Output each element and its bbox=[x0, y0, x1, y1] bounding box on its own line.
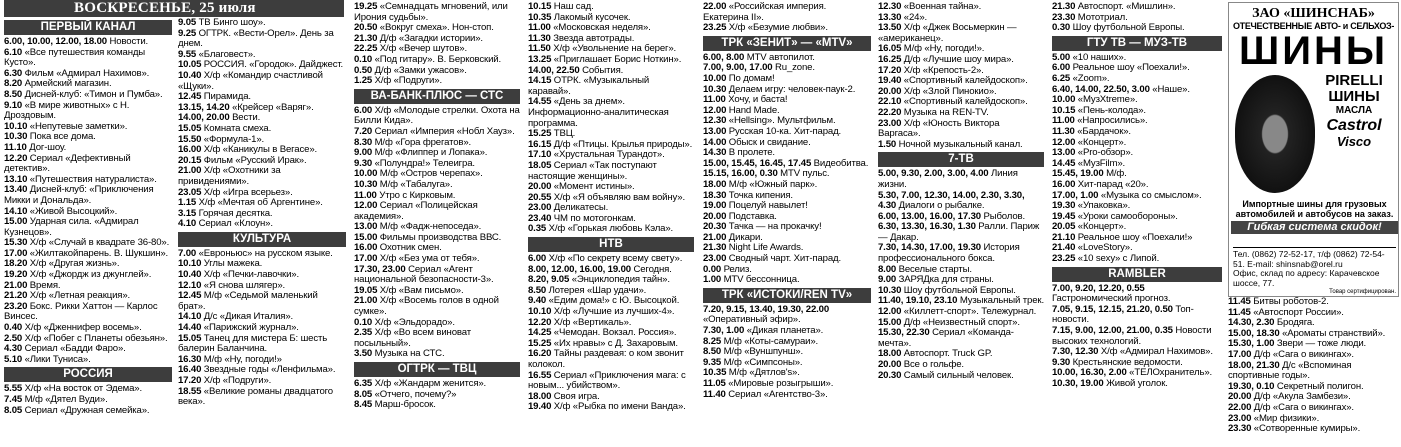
brand-pirelli-sub: ШИНЫ bbox=[1328, 88, 1380, 105]
program-line: 8.05 Сериал «Дружная семейка». bbox=[4, 404, 150, 416]
column-2 bbox=[354, 2, 520, 447]
day-header bbox=[4, 0, 344, 17]
tire-icon bbox=[1235, 75, 1315, 193]
channel-title: ТРК «ЗЕНИТ» — «MTV» bbox=[703, 36, 871, 51]
program-line: 13.00 М/ф «Фадж-непоседа». bbox=[354, 221, 482, 233]
program-line: 20.30 Тачка — на прокачку! bbox=[703, 221, 822, 233]
program-line: 15.05 Комната смеха. bbox=[178, 122, 272, 134]
program-line: 9.05 ТВ Бинго шоу». bbox=[178, 18, 266, 28]
program-line: 8.45 Марш-бросок. bbox=[354, 399, 436, 411]
column-1 bbox=[178, 18, 346, 447]
program-line: 0.50 Д/ф «Замки ужасов». bbox=[354, 64, 467, 76]
program-line: 7.00, 9.00, 17.00 Ru_zone. bbox=[703, 62, 815, 74]
brand-visco: Visco bbox=[1336, 134, 1372, 149]
program-line: 0.00 Релиз. bbox=[703, 263, 752, 275]
program-line: 1.25 Х/ф «Подруги». bbox=[354, 75, 442, 87]
program-line: 0.10 «Под гитару». В. Берковский. bbox=[354, 53, 501, 65]
program-line: 23.00 Деликатесы. bbox=[528, 202, 609, 214]
program-line: 20.00 Д/ф «Акула Замбези». bbox=[1228, 391, 1351, 403]
program-line: 17.10 «Хрустальная Турандот». bbox=[528, 149, 665, 161]
program-line: 11.30 «Бардачок». bbox=[1052, 125, 1131, 137]
program-line: 17.00 Д/ф «Сага о викингах». bbox=[1228, 348, 1354, 360]
program-line: 16.25 Д/ф «Лучшие шоу мира». bbox=[878, 53, 1014, 65]
program-line: 5.00, 9.30, 2.00, 3.00, 4.00 Линия жизни. bbox=[878, 168, 1018, 190]
channel-title: РОССИЯ bbox=[4, 367, 172, 382]
program-line: 19.40 «Спортивный калейдоскоп». bbox=[878, 75, 1028, 87]
program-line: 12.00 «Концерт». bbox=[1052, 136, 1127, 148]
program-line: 6.00 Х/ф «Молодые стрелки. Охота на Билли Кида». bbox=[354, 104, 520, 127]
brand-castrol: Castrol bbox=[1326, 117, 1382, 134]
program-line: 19.45 «Уроки самообороны». bbox=[1052, 210, 1178, 222]
program-line: 18.00 Автоспорт. Truck GP. bbox=[878, 348, 993, 360]
program-line: 10.30, 19.00 Живой уголок. bbox=[1052, 378, 1168, 389]
program-line: 20.00 Х/ф «Злой Пинокио». bbox=[878, 85, 997, 97]
program-line: 14.00, 20.00 Вести. bbox=[178, 112, 261, 124]
program-line: 6.10 «Все путешествия команды Кусто». bbox=[4, 46, 146, 69]
program-line: 10.30 Шоу футбольной Европы. bbox=[878, 284, 1016, 296]
program-line: 6.00, 8.00 MTV автопилот. bbox=[703, 51, 815, 63]
program-line: 23.30 «Сотворенные кумиры». bbox=[1228, 423, 1361, 435]
program-line: 6.00, 10.00, 12.00, 18.00 Новости. bbox=[4, 36, 149, 47]
program-line: 21.40 «LoveStory». bbox=[1052, 242, 1133, 254]
program-line: 12.30 «Военная тайна». bbox=[878, 2, 982, 12]
program-line: 16.55 Сериал «Приключения мага: с новым... убийством». bbox=[528, 369, 686, 392]
channel-title: ГТУ ТВ — МУЗ-ТВ bbox=[1052, 36, 1222, 51]
program-line: 9.35 М/ф «Симпсоны». bbox=[703, 356, 803, 368]
program-line: 14.25 «Чемодан. Вокзал. Россия». bbox=[528, 327, 677, 339]
program-line: 6.30 Фильм «Адмирал Нахимов». bbox=[4, 67, 150, 79]
program-line: 19.30, 0.10 Секретный полигон. bbox=[1228, 380, 1364, 392]
program-line: 13.40 Дисней-клуб: «Приключения Микки и Дональда». bbox=[4, 184, 154, 206]
program-line: 21.30 Автоспорт. «Мишлин». bbox=[1052, 2, 1176, 12]
program-line: 19.40 Х/ф «Рыбка по имени Ванда». bbox=[528, 401, 686, 413]
program-line: 23.30 Мототриал. bbox=[1052, 11, 1128, 23]
ad-contact bbox=[1233, 247, 1396, 297]
column-7 bbox=[1228, 297, 1399, 445]
program-line: 14.00, 22.50 События. bbox=[528, 64, 624, 76]
program-line: 8.50 Дисней-клуб: «Тимон и Пумба». bbox=[4, 88, 163, 100]
ad-slogan: Гибкая система скидок! bbox=[1231, 221, 1398, 234]
program-line: 19.20 Х/ф «Джордж из джунглей». bbox=[4, 269, 152, 281]
program-line: 15.25 ТВЦ. bbox=[528, 128, 576, 140]
program-line: 13.50 Х/ф «Джек Восьмеркин — «американец». bbox=[878, 22, 1017, 44]
program-line: 18.55 «Великие романы двадцатого века». bbox=[178, 385, 333, 408]
program-line: 20.30 Самый сильный человек. bbox=[878, 369, 1014, 381]
program-line: 10.40 Х/ф «Командир счастливой «Щуки». bbox=[178, 69, 323, 92]
program-line: 15.15, 16.00, 0.30 MTV пульс. bbox=[703, 168, 830, 180]
program-line: 9.30 Крестьянские ведомости. bbox=[1052, 356, 1183, 368]
program-line: 16.40 Звездные годы «Ленфильма». bbox=[178, 364, 336, 376]
program-line: 15.45, 19.00 М/ф. bbox=[1052, 168, 1127, 180]
program-line: 16.15 Д/ф «Птицы. Крылья природы». bbox=[528, 138, 693, 150]
program-line: 13.00 «Pro-обзор». bbox=[1052, 147, 1134, 159]
program-line: 14.15 ОТРК. «Музыкальный каравай». bbox=[528, 75, 650, 97]
program-line: 1.15 Х/ф «Мечтая об Аргентине». bbox=[178, 197, 323, 209]
program-line: 10.35 Лакомый кусочек. bbox=[528, 11, 631, 23]
program-line: 7.30, 14.30, 17.00, 19.30 История профессионального бокса. bbox=[878, 242, 1020, 265]
program-line: 15.00 Д/ф «Неизвестный спорт». bbox=[878, 316, 1020, 328]
program-line: 6.25 «Zoom». bbox=[1052, 72, 1110, 84]
program-line: 23.40 ЧМ по мотогонкам. bbox=[528, 212, 636, 224]
column-4 bbox=[703, 2, 871, 447]
program-line: 11.45 Битвы роботов-2. bbox=[1228, 297, 1329, 307]
program-line: 18.05 Сериал «Так поступают настоящие женщины». bbox=[528, 159, 657, 182]
program-line: 19.05 Х/ф «Вам письмо». bbox=[354, 284, 464, 296]
program-line: 21.00 Дикари. bbox=[703, 231, 763, 243]
program-line: 6.00, 13.00, 16.00, 17.30 Рыболов. bbox=[878, 210, 1025, 222]
program-line: 14.55 «День за днем». Информационно-аналитическая программа. bbox=[528, 96, 669, 129]
program-line: 7.20 Сериал «Империя «Нобл Хауз». bbox=[354, 125, 515, 137]
program-line: 12.45 М/ф «Седьмой маленький брат». bbox=[178, 290, 318, 312]
ad-text: Импортные шины для грузовых автомобилей и автобусов на заказ. bbox=[1235, 199, 1394, 219]
program-line: 17.30, 23.00 Сериал «Агент национальной безопасности-3». bbox=[354, 263, 494, 286]
program-line: 11.00 «Напросились». bbox=[1052, 115, 1148, 127]
program-line: 5.30, 7.00, 12.30, 14.00, 2.30, 3.30, 4.30 Диалоги о рыбалке. bbox=[878, 189, 1025, 212]
program-line: 19.00 Поцелуй навылет! bbox=[703, 200, 808, 212]
program-line: 5.55 Х/ф «На восток от Эдема». bbox=[4, 383, 142, 395]
program-line: 16.05 М/ф «Ну, погоди!». bbox=[878, 43, 985, 55]
program-line: 11.45 «Автоспорт России». bbox=[1228, 306, 1344, 318]
shinsnab-ad bbox=[1228, 2, 1399, 297]
program-line: 16.00 Охотник смен. bbox=[354, 242, 442, 254]
program-line: 10.00 По домам! bbox=[703, 72, 775, 84]
program-line: 20.05 «Концерт». bbox=[1052, 221, 1127, 233]
channel-title: ОГТРК — ТВЦ bbox=[354, 362, 520, 377]
column-3 bbox=[528, 2, 694, 447]
program-line: 10.00 «МузXtreme». bbox=[1052, 94, 1138, 106]
ad-company: ЗАО «ШИНСНАБ» bbox=[1252, 6, 1375, 21]
program-line: 17.00 «Жилтакойпарень. В. Шукшин». bbox=[4, 247, 169, 259]
program-line: 23.00 «Мир физики». bbox=[1228, 412, 1320, 424]
program-line: 2.35 Х/ф «Во всем виноват посыльный». bbox=[354, 327, 471, 349]
program-line: 14.45 «МузFilm». bbox=[1052, 157, 1126, 169]
program-line: 6.00 Х/ф «По секрету всему свету». bbox=[528, 253, 683, 265]
program-line: 18.00 Своя игра. bbox=[528, 390, 600, 402]
program-line: 20.00 Все о гольфе. bbox=[878, 359, 964, 370]
program-line: 11.05 «Мировые розыгрыши». bbox=[703, 378, 834, 389]
program-line: 8.50 М/ф «Вуншпунш». bbox=[703, 346, 803, 358]
program-line: 9.00 ЗАРЯДка для страны. bbox=[878, 274, 994, 286]
program-line: 19.30 «Упаковка». bbox=[1052, 200, 1131, 212]
program-line: 3.15 Горячая десятка. bbox=[178, 207, 273, 219]
program-line: 20.15 Фильм «Русский Ирак». bbox=[178, 154, 307, 166]
program-line: 10.15 «Пень-колода». bbox=[1052, 104, 1146, 116]
program-line: 8.25 М/ф «Коты-самураи». bbox=[703, 335, 819, 347]
program-line: 5.10 «Лики Туниса». bbox=[4, 353, 91, 365]
program-line: 15.00, 15.45, 16.45, 17.45 Видеобитва. bbox=[703, 157, 869, 169]
program-line: 22.25 Х/ф «Вечер шутов». bbox=[354, 43, 468, 55]
program-line: 8.50 Лотерея «Шар удачи». bbox=[528, 284, 647, 296]
program-line: 13.10 «Путешествия натуралиста». bbox=[4, 173, 157, 185]
program-line: 14.40 «Парижский журнал». bbox=[178, 322, 299, 334]
channel-title: 7-ТВ bbox=[878, 152, 1044, 167]
program-line: 8.05 «Отчего, почему?» bbox=[354, 388, 457, 400]
program-line: 21.10 Реальное шоу «Поехали!» bbox=[1052, 231, 1193, 243]
program-line: 12.45 Пирамида. bbox=[178, 91, 251, 103]
ad-subtitle: ОТЕЧЕСТВЕННЫЕ АВТО- и СЕЛЬХОЗ- bbox=[1232, 21, 1395, 31]
program-line: 17.20 Х/ф «Крепость-2». bbox=[878, 64, 984, 76]
program-line: 6.40, 14.00, 22.50, 3.00 «Наше». bbox=[1052, 83, 1190, 95]
program-line: 11.50 Х/ф «Увольнение на берег». bbox=[528, 43, 677, 55]
column-5 bbox=[878, 2, 1044, 447]
program-line: 11.40 Сериал «Агентство-3». bbox=[703, 388, 828, 400]
day-title: ВОСКРЕСЕНЬЕ, 25 июля bbox=[74, 0, 256, 16]
program-line: 14.10 «Живой Высоцкий». bbox=[4, 205, 118, 217]
ad-phone: Тел. (0862) 72-52-17, т/ф (0862) 72-54-51. E-mail: shinsnab@orel.ru bbox=[1233, 249, 1385, 269]
program-line: 16.20 Тайны раздевая: о ком звонит колокол. bbox=[528, 348, 684, 370]
program-line: 23.25 «10 sexy» с Липой. bbox=[1052, 253, 1160, 265]
program-line: 23.20 Бокс. Рикки Хаттон — Карлос Винсес. bbox=[4, 300, 158, 323]
program-line: 20.00 «Момент истины». bbox=[528, 181, 635, 193]
program-line: 15.05 Танец для мистера Б: шесть балерин Баланчина. bbox=[178, 332, 328, 355]
program-line: 8.20 Армейский магазин. bbox=[4, 78, 112, 90]
program-line: 15.00 Ударная сила. «Адмирал Кузнецов». bbox=[4, 216, 139, 238]
program-line: 1.50 Ночной музыкальный канал. bbox=[878, 138, 1023, 150]
program-line: 10.10 «Непутевые заметки». bbox=[4, 120, 128, 132]
program-line: 14.30 В пролете. bbox=[703, 147, 775, 159]
program-line: 12.00 Сериал «Полицейская академия». bbox=[354, 200, 478, 222]
ad-brands bbox=[1311, 73, 1397, 149]
program-line: 10.30 Делаем игру: человек-паук-2. bbox=[703, 83, 856, 95]
program-line: 23.05 Х/ф «Игра всерьез». bbox=[178, 186, 293, 198]
program-line: 15.25 «Их нравы» с Д. Захаровым. bbox=[528, 337, 678, 349]
program-line: 10.30 Пока все дома. bbox=[4, 131, 96, 143]
program-line: 12.20 Х/ф «Вертикаль». bbox=[528, 316, 632, 328]
program-line: 14.00 Обыск и свидание. bbox=[703, 136, 811, 148]
channel-title: ТРК «ИСТОКИ/REN TV» bbox=[703, 288, 871, 303]
program-line: 10.00, 16.30, 2.00 «ТЕЛОхранитель». bbox=[1052, 367, 1213, 379]
program-line: 23.00 Х/ф «Юность Виктора Варгаса». bbox=[878, 117, 1000, 140]
program-line: 11.40, 19.10, 23.10 Музыкальный трек. bbox=[878, 295, 1044, 307]
program-line: 14.10 Д/с «Дикая Италия». bbox=[178, 311, 294, 323]
program-line: 7.20, 9.15, 13.40, 19.30, 22.00 «Оперативный эфир». bbox=[703, 303, 830, 326]
program-line: 12.30 «Hellsing». Мультфильм. bbox=[703, 115, 836, 127]
program-line: 10.35 М/ф «Дятлов's». bbox=[703, 367, 800, 379]
program-line: 9.25 ОГТРК. «Вести-Орел». День за днем. bbox=[178, 27, 334, 50]
program-line: 19.25 «Семнадцать мгновений, или Ирония судьбы». bbox=[354, 2, 508, 23]
program-line: 21.00 Х/ф «Охотники за привидениями». bbox=[178, 165, 281, 187]
program-line: 12.10 «Я снова шлягер». bbox=[178, 279, 286, 291]
channel-title: ВА-БАНК-ПЛЮС — СТС bbox=[354, 89, 520, 104]
program-line: 6.35 Х/ф «Жандарм женится». bbox=[354, 378, 487, 389]
program-line: 0.30 Шоу футбольной Европы. bbox=[1052, 22, 1185, 34]
program-line: 21.00 Время. bbox=[4, 279, 61, 291]
program-line: 18.00, 21.30 Д/с «Вспоминая спортивные годы». bbox=[1228, 359, 1352, 382]
program-line: 4.30 Сериал «Бадди Фаро». bbox=[4, 343, 126, 355]
program-line: 14.30, 2.30 Бродяга. bbox=[1228, 317, 1315, 329]
program-line: 8.30 М/ф «Гора фрегатов». bbox=[354, 136, 472, 148]
program-line: 13.00 Русская 10-ка. Хит-парад. bbox=[703, 125, 842, 137]
channel-title: КУЛЬТУРА bbox=[178, 232, 346, 247]
program-line: 21.00 Х/ф «Восемь голов в одной сумке». bbox=[354, 295, 499, 318]
program-line: 9.55 «Благовест». bbox=[178, 48, 256, 60]
program-line: 9.30 «Полундра!» Телеигра. bbox=[354, 157, 475, 169]
ad-headline: ШИНЫ bbox=[1239, 29, 1388, 73]
program-line: 22.00 «Российская империя. Екатерина II». bbox=[703, 2, 827, 23]
ad-address: Офис, склад по адресу: Карачевское шоссе, 77. bbox=[1233, 268, 1380, 288]
program-line: 0.35 Х/ф «Горькая любовь Кэла». bbox=[528, 223, 674, 235]
program-line: 11.30 Звезда автотрады. bbox=[528, 32, 635, 44]
program-line: 22.00 Д/ф «Сага о викингах». bbox=[1228, 401, 1354, 413]
program-line: 20.00 Подставка. bbox=[703, 210, 777, 222]
program-line: 21.20 Х/ф «Летная реакция». bbox=[4, 290, 131, 302]
program-line: 21.30 Д/ф «Загадки истории». bbox=[354, 32, 483, 44]
program-line: 0.10 Х/ф «Эльдорадо». bbox=[354, 316, 455, 328]
program-line: 8.20, 9.05 «Энциклопедия тайн». bbox=[528, 274, 670, 286]
program-line: 16.00 Х/ф «Каникулы в Вегасе». bbox=[178, 144, 318, 156]
program-line: 8.00, 12.00, 16.00, 19.00 Сегодня. bbox=[528, 263, 672, 275]
program-line: 18.00 М/ф «Южный парк». bbox=[703, 178, 818, 190]
column-0 bbox=[4, 18, 172, 447]
program-line: 12.00 Hand Made. bbox=[703, 104, 780, 116]
program-line: 18.20 Х/ф «Другая жизнь». bbox=[4, 258, 120, 270]
program-line: 9.00 М/ф «Флиппер и Лопака». bbox=[354, 147, 488, 159]
column-6 bbox=[1052, 2, 1222, 447]
brand-oils: МАСЛА bbox=[1335, 105, 1373, 116]
program-line: 7.00 «Евроньюс» на русском языке. bbox=[178, 247, 333, 259]
program-line: 15.30, 22.30 Сериал «Команда-мечта». bbox=[878, 327, 1014, 349]
program-line: 11.00 Хочу, и баста! bbox=[703, 94, 788, 106]
ad-license: Товар сертифицирован. bbox=[1329, 289, 1396, 295]
program-line: 6.30, 13.30, 16.30, 1.30 Ралли. Париж — Дакар. bbox=[878, 221, 1040, 243]
program-line: 1.00 MTV бессонница. bbox=[703, 274, 800, 286]
program-line: 10.40 Х/ф «Печки-лавочки». bbox=[178, 269, 300, 281]
program-line: 15.50 «Формула-1». bbox=[178, 133, 265, 145]
program-line: 9.10 «В мире животных» с Н. Дроздовым. bbox=[4, 99, 130, 122]
program-line: 15.30, 1.00 Звери — тоже люди. bbox=[1228, 338, 1367, 350]
program-line: 20.55 Х/ф «Я объявляю вам войну». bbox=[528, 191, 685, 203]
program-line: 7.15, 9.00, 12.00, 21.00, 0.35 Новости высоких технологий. bbox=[1052, 325, 1212, 347]
program-line: 22.20 Музыка на REN-TV. bbox=[878, 106, 989, 118]
program-line: 23.00 Сводный чарт. Хит-парад. bbox=[703, 253, 841, 265]
program-line: 10.00 М/ф «Остров черепах». bbox=[354, 168, 483, 180]
program-line: 4.10 Сериал «Клоун». bbox=[178, 218, 273, 230]
program-line: 2.50 Х/ф «Побег с Планеты обезьян». bbox=[4, 332, 168, 344]
program-line: 13.15, 14.20 «Крейсер «Варяг». bbox=[178, 101, 314, 113]
program-line: 17.00, 1.00 «Музыка со смыслом». bbox=[1052, 189, 1202, 201]
program-line: 7.00, 9.20, 12.20, 0.55 Гастрономический прогноз. bbox=[1052, 282, 1171, 305]
program-line: 17.20 Х/ф «Подруги». bbox=[178, 375, 272, 386]
program-line: 15.00, 18.30 «Ароматы странствий». bbox=[1228, 327, 1386, 339]
program-line: 11.10 Дог-шоу. bbox=[4, 141, 67, 153]
channel-title: НТВ bbox=[528, 237, 694, 252]
program-line: 23.25 Х/ф «Безумие любви». bbox=[703, 22, 828, 34]
program-line: 10.30 М/ф «Табалуга». bbox=[354, 178, 453, 190]
program-line: 15.30 Х/ф «Случай в квадрате 36-80». bbox=[4, 237, 170, 249]
program-line: 20.50 «Вокруг смеха». Нон-стоп. bbox=[354, 22, 494, 34]
program-line: 16.00 Хит-парад «20». bbox=[1052, 178, 1149, 190]
channel-title: ПЕРВЫЙ КАНАЛ bbox=[4, 20, 172, 35]
program-line: 12.00 «Киллетт-спорт». Тележурнал. bbox=[878, 306, 1037, 318]
program-line: 17.00 Х/ф «Без ума от тебя». bbox=[354, 253, 480, 265]
program-line: 21.30 Night Life Awards. bbox=[703, 242, 804, 254]
program-line: 0.40 Х/ф «Дженнифер восемь». bbox=[4, 322, 142, 334]
program-line: 7.30, 1.00 «Дикая планета». bbox=[703, 325, 824, 337]
program-line: 16.30 М/ф «Ну, погоди!» bbox=[178, 353, 282, 365]
program-line: 6.00 Реальное шоу «Поехали!». bbox=[1052, 62, 1190, 74]
program-line: 3.50 Музыка на СТС. bbox=[354, 348, 445, 360]
program-line: 10.05 РОССИЯ. «Городок». Дайджест. bbox=[178, 59, 344, 71]
channel-title: RAMBLER bbox=[1052, 267, 1222, 282]
program-line: 8.00 Веселые старты. bbox=[878, 263, 972, 275]
program-line: 7.05, 9.15, 12.15, 21.20, 0.50 Топ-новости. bbox=[1052, 303, 1194, 326]
brand-pirelli: PIRELLI bbox=[1325, 72, 1383, 89]
program-line: 11.00 Утро с Кирковым. bbox=[354, 189, 456, 201]
program-line: 7.30, 12.30 Х/ф «Адмирал Нахимов». bbox=[1052, 346, 1213, 358]
program-line: 13.30 «24». bbox=[878, 11, 928, 23]
program-line: 22.10 «Спортивный калейдоскоп». bbox=[878, 96, 1028, 108]
program-line: 11.00 «Московская неделя». bbox=[528, 22, 651, 34]
program-line: 15.00 Фильмы производства ВВС. bbox=[354, 231, 502, 243]
program-line: 12.20 Сериал «Дефективный детектив». bbox=[4, 152, 131, 175]
program-line: 10.10 Углы мажека. bbox=[178, 258, 263, 270]
program-line: 13.25 «Приглашает Борис Ноткин». bbox=[528, 53, 682, 65]
program-line: 9.40 «Едим дома!» с Ю. Высоцкой. bbox=[528, 295, 680, 307]
program-line: 10.15 Наш сад. bbox=[528, 2, 594, 12]
program-line: 5.00 «10 наших». bbox=[1052, 51, 1127, 63]
program-line: 10.10 Х/ф «Лучшие из лучших-4». bbox=[528, 306, 675, 318]
program-line: 18.30 Точка кипения. bbox=[703, 189, 793, 201]
program-line: 7.45 М/ф «Дятел Вуди». bbox=[4, 394, 108, 405]
